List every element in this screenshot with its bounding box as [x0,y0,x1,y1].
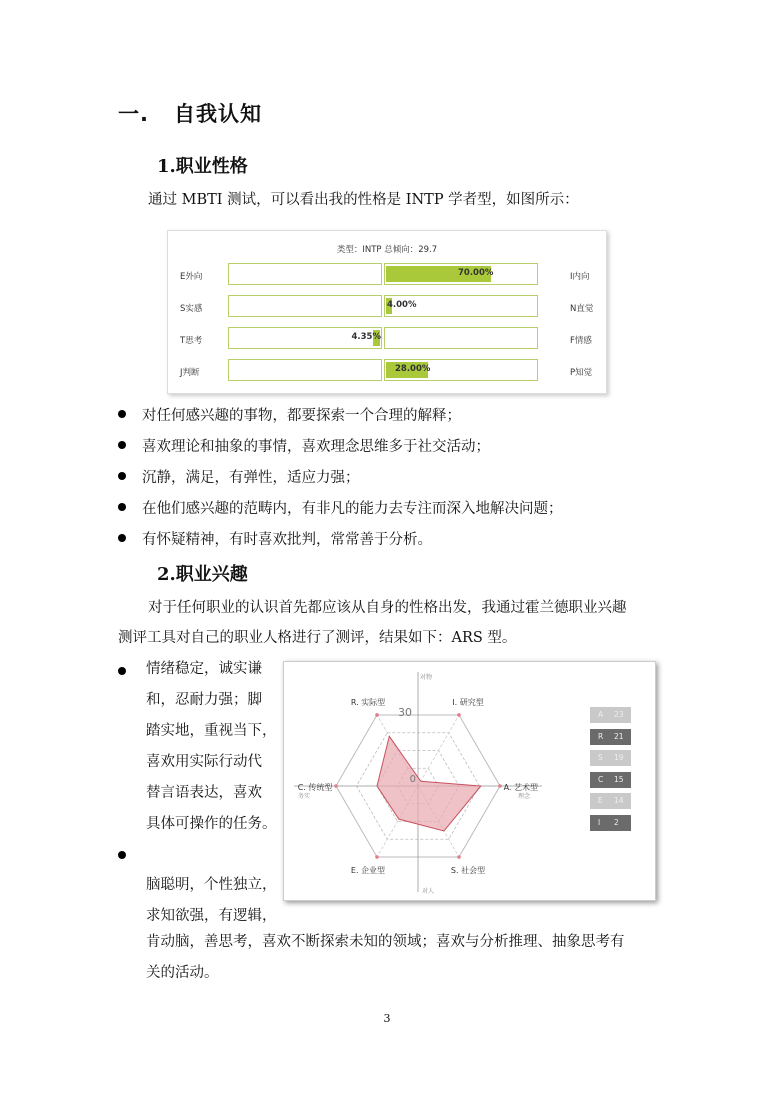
mbti-left-label: J判断 [180,368,200,378]
bullet-icon [118,503,126,511]
mbti-left-bar [228,263,382,285]
mbti-right-bar [384,359,538,381]
mbti-right-bar [384,295,538,317]
bullet1-text: 情绪稳定，诚实谦 和，忍耐力强；脚 踏实地，重视当下， 喜欢用实际行动代 替言语表达，喜欢 具体可操作的任务。 [146,661,277,832]
tail-line2: 关的活动。 [146,965,219,981]
bullet-icon [118,441,126,449]
legend-item [590,750,631,766]
mbti-bar-value: 28.00% [395,364,431,374]
tail-line1: 肯动脑，善思考，喜欢不断探索未知的领域；喜欢与分析推理、抽象思考有 [146,934,625,950]
mbti-left-bar [228,327,382,349]
mbti-left-label: S实感 [180,304,203,314]
bullet2-text: 脑聪明，个性独立， 求知欲强，有逻辑， [146,877,277,924]
legend-item [590,729,631,745]
legend-item [590,772,631,788]
legend-value: 19 [614,753,624,762]
radar-axis-label-top: 对物 [420,674,433,681]
chapter-heading [118,98,262,128]
mbti-right-bar [384,327,538,349]
mbti-right-label: N直觉 [570,304,594,314]
radar-axis-label-bottom: 对人 [422,888,435,895]
radar-vertex-marker [457,713,461,717]
radar-vertex-marker [375,855,379,859]
list-item: 对任何感兴趣的事物，都要探索一个合理的解释； [118,404,461,425]
bullet-icon [118,472,126,480]
legend-key: A [598,710,604,719]
legend-item [590,793,631,809]
list-item: 沉静，满足，有弹性，适应力强； [118,466,360,487]
list-item: 喜欢理论和抽象的事情，喜欢理念思维多于社交活动； [118,435,490,456]
legend-value: 14 [614,796,624,805]
section-title-personality: 1.职业性格 [157,156,248,177]
legend-key: R [598,731,604,741]
legend-value: 21 [614,731,624,741]
mbti-left-bar [228,295,382,317]
legend-key: E [598,796,603,805]
radar-vertex-label: R. 实际型 [350,697,386,707]
mbti-left-label: E外向 [180,272,203,282]
legend-key: I [598,817,601,827]
bullet-icon [118,844,126,863]
legend-item [590,707,631,723]
section2-intro-line2: 测评工具对自己的职业人格进行了测评，结果如下：ARS 型。 [118,630,517,646]
radar-vertex-label: E. 企业型 [350,866,386,876]
legend-value: 2 [614,817,619,827]
mbti-right-bar [384,263,538,285]
radar-vertex-label: S. 社会型 [450,866,486,876]
bullet-icon [118,534,126,542]
legend-item [590,815,631,831]
radar-vertex-label: A. 艺术型 [503,783,539,792]
mbti-right-label: F情感 [570,336,592,346]
radar-vertex-label: C. 传统型 [297,783,333,792]
radar-axis-label-right: 理念 [517,793,530,800]
mbti-bar-value: 4.00% [387,300,417,310]
radar-vertex-marker [457,855,461,859]
mbti-bar-value: 70.00% [458,268,494,278]
legend-key: C [598,774,604,784]
legend-key: S [598,753,603,762]
section1-intro: 通过 MBTI 测试，可以看出我的性格是 INTP 学者型，如图所示： [148,192,579,208]
list-item: 在他们感兴趣的范畴内，有非凡的能力去专注而深入地解决问题； [118,497,563,518]
list-item: 有怀疑精神，有时喜欢批判，常常善于分析。 [118,528,432,549]
legend-value: 23 [614,710,624,719]
bullet-icon [118,660,126,679]
mbti-left-bar [228,359,382,381]
section-title-interest: 2.职业兴趣 [157,564,248,585]
mbti-figure-title: 类型：INTP 总倾向：29.7 [336,245,438,255]
radar-center-label: 0 [409,774,416,785]
radar-vertex-label: I. 研究型 [452,697,484,707]
mbti-right-label: P知觉 [570,368,593,378]
bullet-icon [118,410,126,418]
mbti-left-label: T思考 [180,336,203,346]
legend-value: 15 [614,774,624,784]
chapter-number: 一. [118,102,149,126]
radar-vertex-marker [498,784,502,788]
holland-radar-chart [283,661,656,901]
mbti-bar-value: 4.35% [351,332,381,342]
mbti-result-figure [167,230,607,394]
radar-vertex-marker [375,713,379,717]
mbti-right-label: I内向 [570,272,590,282]
page-number: 3 [383,1012,391,1025]
section2-intro-line1: 对于任何职业的认识首先都应该从自身的性格出发，我通过霍兰德职业兴趣 [148,600,627,616]
radar-scale-label: 30 [398,706,412,719]
chapter-title: 自我认知 [174,102,262,126]
radar-axis-label-left: 务实 [298,793,311,800]
radar-vertex-marker [334,784,338,788]
